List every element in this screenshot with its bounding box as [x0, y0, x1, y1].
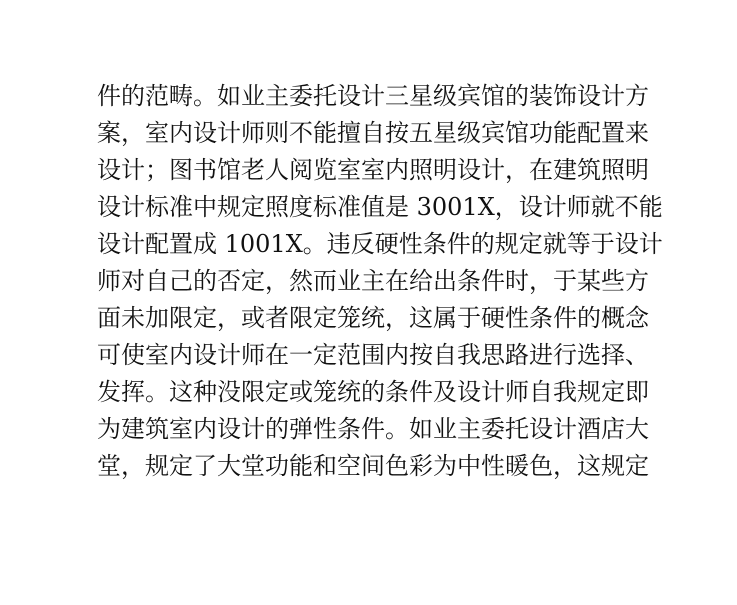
- body-text: [97, 78, 663, 485]
- text-line: 为建筑室内设计的弹性条件。如业主委托设计酒店大: [97, 415, 649, 443]
- text-line: 设计配置成 1001X。违反硬性条件的规定就等于设计: [97, 230, 663, 258]
- text-line: 设计标准中规定照度标准值是 3001X，设计师就不能: [97, 193, 663, 221]
- text-line: 师对自己的否定，然而业主在给出条件时，于某些方: [97, 267, 649, 295]
- text-line: 案，室内设计师则不能擅自按五星级宾馆功能配置来: [97, 119, 649, 147]
- text-line: 可使室内设计师在一定范围内按自我思路进行选择、: [97, 341, 649, 369]
- text-line: 件的范畴。如业主委托设计三星级宾馆的装饰设计方: [97, 82, 649, 110]
- text-line: 面未加限定，或者限定笼统，这属于硬性条件的概念: [97, 304, 649, 332]
- text-line: 设计；图书馆老人阅览室室内照明设计，在建筑照明: [97, 156, 649, 184]
- text-line: 堂，规定了大堂功能和空间色彩为中性暖色，这规定: [97, 452, 649, 480]
- text-line: 发挥。这种没限定或笼统的条件及设计师自我规定即: [97, 378, 649, 406]
